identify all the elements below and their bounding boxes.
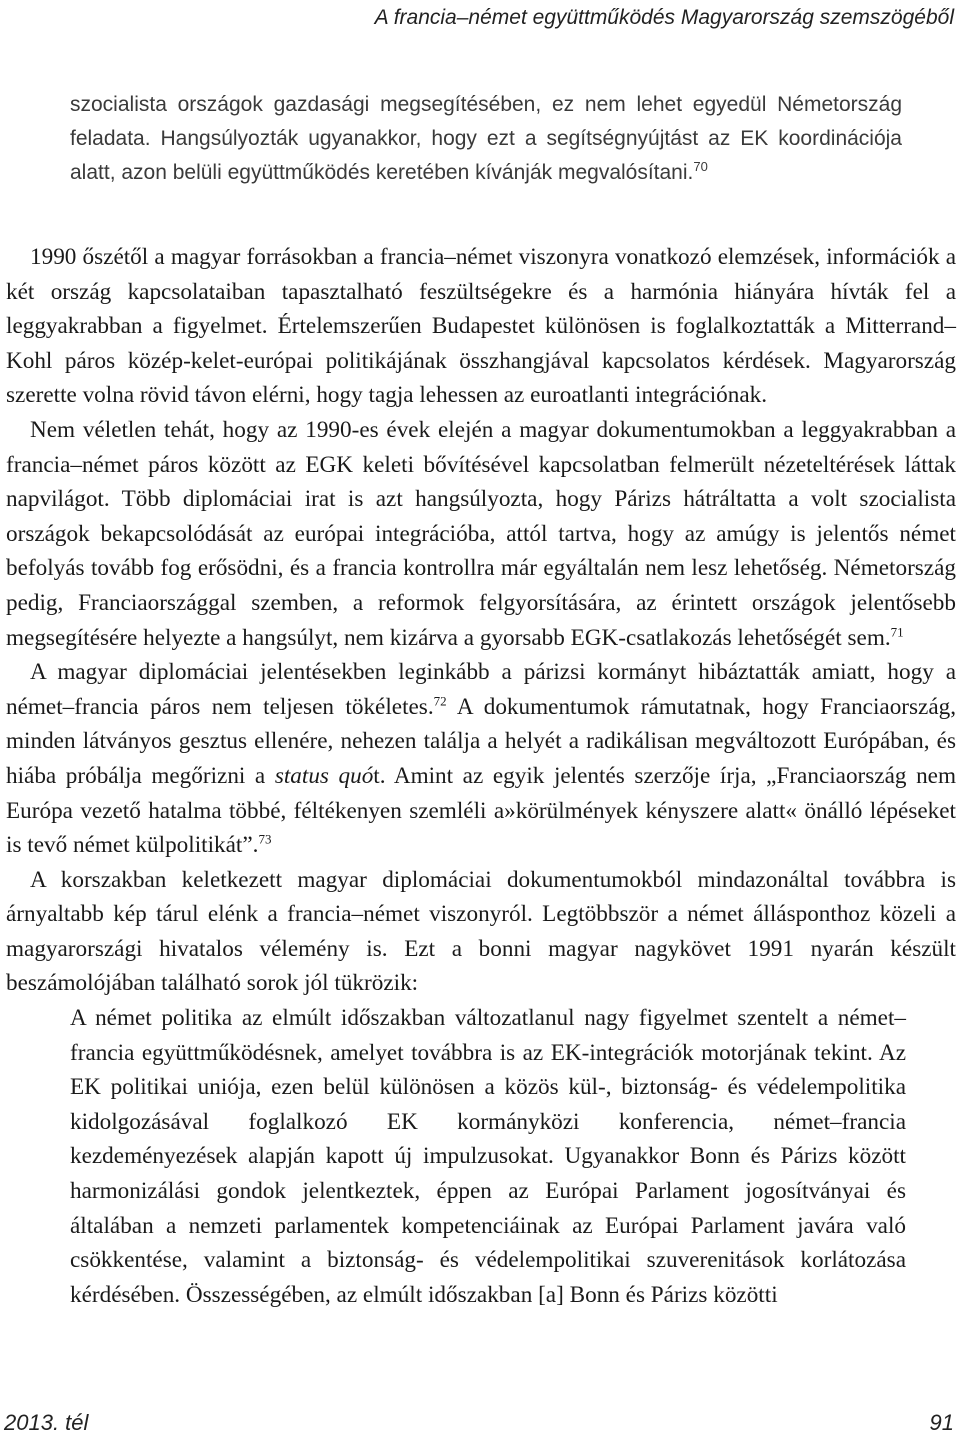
paragraph-text: Nem véletlen tehát, hogy az 1990-es évek elején a magyar dokumentumokban a leggyakrabban a francia–német páros között az EGK keleti bővítésével kapcsolatban felmerült nézeteltérések láttak napvilágot. Több diplomáciai irat is azt hangsúlyozta, hogy Párizs hátráltatta a volt szocialista országok bekapcsolódását az európai integrációba, attól tartva, hogy az amúgy is jelentős német befolyás tovább fog erősödni, és a francia kontrollra már egyáltalán nem lesz lehetőség. Németország pedig, Franciaországgal szemben, a reformok felgyorsítására, az érintett országok jelentősebb megsegítésére helyezte a hangsúlyt, nem kizárva a gyorsabb EGK-csatlakozás lehetőségét sem.: [6, 416, 956, 651]
footnote-ref: 73: [258, 831, 272, 847]
page-number: 91: [929, 1410, 954, 1435]
paragraph-text: A magyar diplomáciai jelentésekben leginkább a párizsi kormányt hibáztatták amiatt, hogy a német–francia páros nem teljesen tökéletes.: [6, 659, 956, 720]
body-text: [6, 240, 956, 1312]
paragraph-text: 1990 őszétől a magyar forrásokban a francia–német viszonyra vonatkozó elemzések, információk a két ország kapcsolataiban tapasztalható feszültségekre és a harmónia hiányára hívták fel a leggyakrabban a figyelmet. Értelemszerűen Budapestet különösen is foglalkoztatták a Mitterrand–Kohl páros közép-kelet-európai politikájának összhangjával kapcsolatos kérdések. Magyarország szerette volna rövid távon elérni, hogy tagja lehessen az euroatlanti integrációnak.: [6, 244, 956, 409]
paragraph-1: [6, 240, 956, 413]
paragraph-4: [6, 863, 956, 1001]
paragraph-text: A dokumentumok rámutatnak, hogy Franciaország, minden látványos gesztus ellenére, nehezen találja a helyét a radikálisan megváltozott Európában, és hiába próbálja megőrizni a: [6, 693, 957, 789]
paragraph-3: [6, 655, 956, 863]
paragraph-text: A korszakban keletkezett magyar diplomáciai dokumentumokból mindazonáltal továbbra is árnyaltabb kép tárul elénk a francia–német viszonyról. Legtöbbször a német állásponthoz közeli a magyarországi hivatalos vélemény is. Ezt a bonni magyar nagykövet 1991 nyarán készült beszámolójában található sorok jól tükrözik:: [6, 866, 956, 997]
footnote-ref: 70: [693, 159, 708, 174]
paragraph-2: [6, 413, 956, 655]
footnote-ref: 72: [433, 692, 447, 708]
running-header: A francia–német együttműködés Magyarország szemszögéből: [374, 6, 954, 29]
footer-issue: 2013. tél: [4, 1410, 89, 1435]
block-quote-text: A német politika az elmúlt időszakban változatlanul nagy figyelmet szentelt a német–francia együttműködésnek, amelyet továbbra is az EK-integrációk motorjának tekint. Az EK politikai uniója, ezen belül különösen a közös kül-, biztonság- és védelempolitika kidolgozásával foglalkozó EK kormányközi konferencia, német–francia kezdeményezések alapján kapott új impulzusokat. Ugyanakkor Bonn és Párizs között harmonizálási gondok jelentkeztek, éppen az Európai Parlament jogosítványai és általában a nemzeti parlamentek kompetenciáinak az Európai Parlament javára való csökkentése, valamint a biztonság- és védelempolitikai szuverenitások korlátozása kérdésében. Összességében, az elmúlt időszakban [a] Bonn és Párizs közötti: [70, 1005, 906, 1308]
italic-term: status quó: [274, 762, 374, 789]
block-quote-top: [70, 88, 902, 190]
footnote-ref: 71: [890, 623, 904, 639]
block-quote-text: szocialista országok gazdasági megsegítésében, ez nem lehet egyedül Németország feladata. Hangsúlyozták ugyanakkor, hogy ezt a segítségnyújtást az EK koordinációja alatt, azon belüli együttműködés keretében kívánják megvalósítani.: [70, 93, 902, 184]
block-quote-bottom: [70, 1001, 906, 1312]
paragraph-text: t. Amint az egyik jelentés szerzője írja, „Franciaország nem Európa vezető hatalma többé, féltékenyen szemléli a»körülmények kényszere alatt« önálló lépéseket is tevő német külpolitikát”.: [6, 762, 956, 859]
